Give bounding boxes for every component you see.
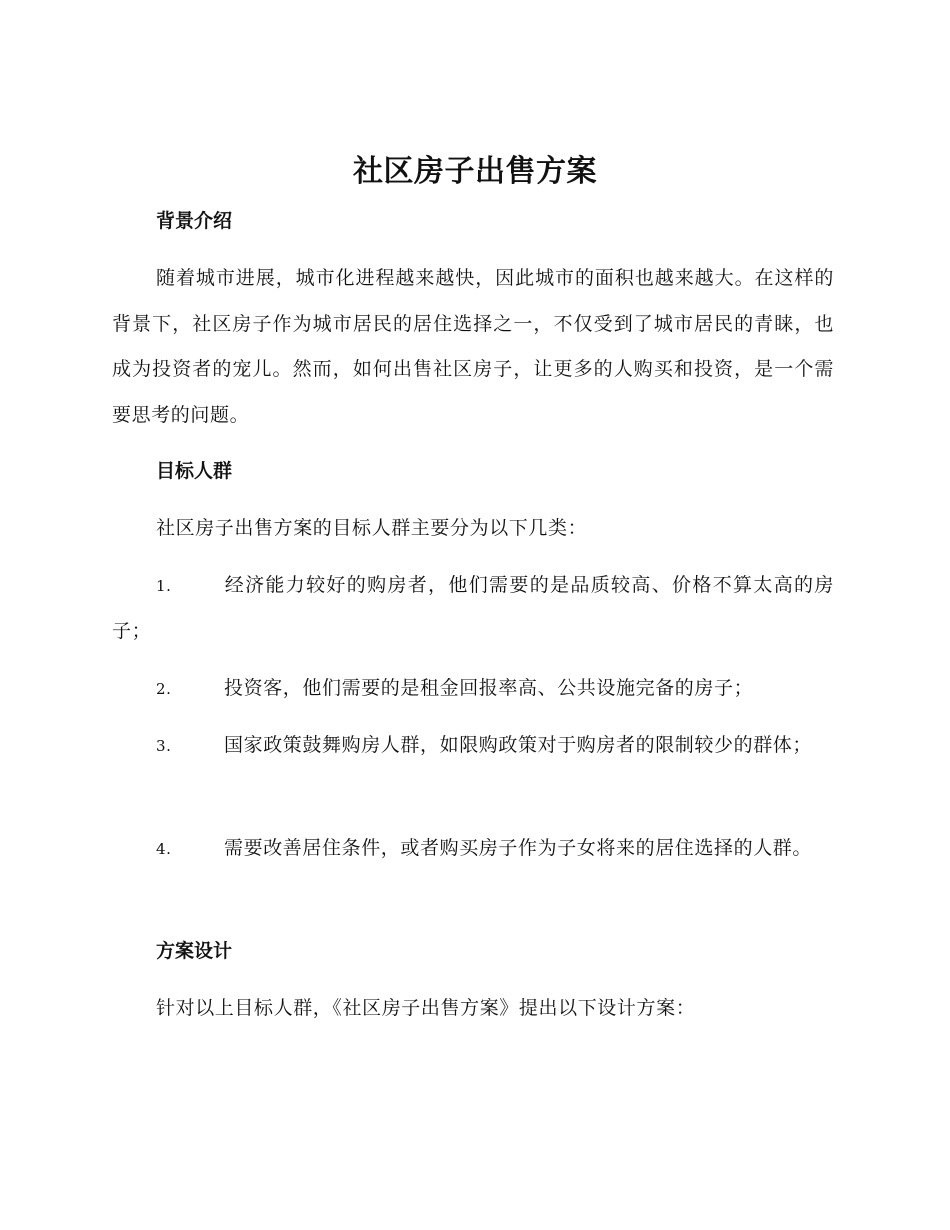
list-item-text: 经济能力较好的购房者，他们需要的是品质较高、价格不算太高的房子；: [112, 574, 834, 642]
list-item-number: 4.: [156, 840, 172, 858]
background-paragraph: 随着城市进展，城市化进程越来越快，因此城市的面积也越来越大。在这样的背景下，社区房子作为城市居民的居住选择之一，不仅受到了城市居民的青睐，也成为投资者的宠儿。然而，如何出售社区房子，让更多的人购买和投资，是一个需要思考的问题。: [112, 267, 834, 426]
section-heading-target: 目标人群: [156, 460, 233, 482]
list-item-number: 3.: [156, 737, 172, 755]
list-item: [112, 666, 834, 712]
list-item: [112, 723, 834, 769]
section-heading-background: 背景介绍: [156, 210, 233, 232]
list-item: [112, 563, 834, 654]
section-heading-design: 方案设计: [156, 940, 233, 962]
target-intro-paragraph: 社区房子出售方案的目标人群主要分为以下几类：: [156, 517, 588, 539]
document-title: 社区房子出售方案: [353, 154, 597, 189]
list-item-text: 需要改善居住条件，或者购买房子作为子女将来的居住选择的人群。: [224, 837, 813, 859]
list-item: [112, 826, 834, 872]
list-item-number: 1.: [156, 577, 172, 595]
list-item-text: 投资客，他们需要的是租金回报率高、公共设施完备的房子；: [224, 677, 754, 699]
list-item-text: 国家政策鼓舞购房人群，如限购政策对于购房者的限制较少的群体；: [224, 734, 813, 756]
design-intro-paragraph: 针对以上目标人群，《社区房子出售方案》提出以下设计方案：: [156, 997, 696, 1019]
list-item-number: 2.: [156, 680, 172, 698]
